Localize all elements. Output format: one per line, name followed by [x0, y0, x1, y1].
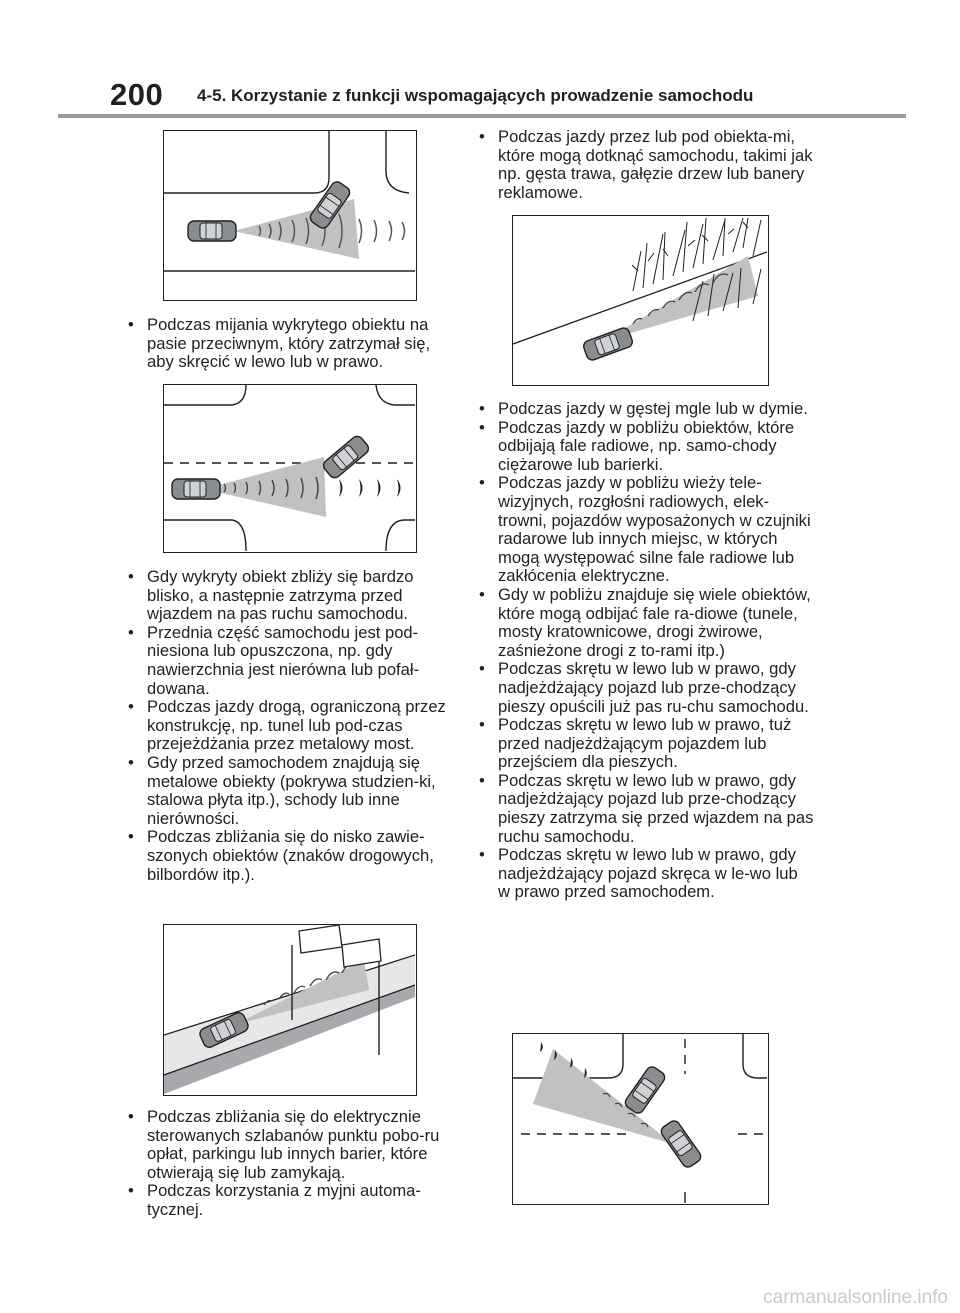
bullet-list [478, 400, 814, 902]
list-item: • Podczas zbliżania się do nisko zawie-szonych obiektów (znaków drogowych, bilbordów itp.). [127, 828, 457, 884]
figure-car-crossing [163, 384, 417, 553]
page-header [0, 0, 960, 118]
list-item: • Podczas mijania wykrytego obiektu na pasie przeciwnym, który zatrzymał się, aby skręcić w lewo lub w prawo. [127, 316, 457, 372]
car-radar-overhead-sign-illustration [164, 925, 415, 1094]
car-radar-vegetation-illustration [513, 216, 767, 384]
figure-car-turning-ahead [163, 130, 417, 301]
list-item: • Gdy w pobliżu znajduje się wiele obiektów, które mogą odbijać fale ra-diowe (tunele, mosty kratownicowe, drogi żwirowe, zaśnieżone drogi z to-rami itp.) [478, 586, 814, 660]
figure-grass-branches [512, 215, 769, 386]
watermark: carmanualsonline.info [763, 1287, 948, 1308]
list-item: • Podczas zbliżania się do elektrycznie sterowanych szlabanów punktu pobo-ru opłat, parkingu lub innych barier, które otwierają się lub zamykają. [127, 1108, 457, 1182]
chapter-title: 4-5. Korzystanie z funkcji wspomagających prowadzenie samochodu [197, 86, 754, 105]
list-item: • Podczas skrętu w lewo lub w prawo, tuż przed nadjeżdżającym pojazdem lub przejściem dla pieszych. [478, 716, 814, 772]
car-radar-crossing-illustration [164, 385, 415, 551]
list-item: • Przednia część samochodu jest pod-niesiona lub opuszczona, np. gdy nawierzchnia jest nierówna lub pofał-dowana. [127, 624, 457, 698]
header-divider [58, 114, 906, 118]
list-item: • Gdy wykryty obiekt zbliży się bardzo blisko, a następnie zatrzyma przed wjazdem na pas ruchu samochodu. [127, 568, 457, 624]
car-radar-turning-illustration [513, 1034, 767, 1203]
list-item: • Gdy przed samochodem znajdują się metalowe obiekty (pokrywa studzien-ki, stalowa płyta itp.), schody lub inne nierówności. [127, 754, 457, 828]
bullet-list [127, 316, 457, 372]
page-number: 200 [110, 77, 164, 112]
list-item: • Podczas jazdy przez lub pod obiekta-mi, które mogą dotknąć samochodu, takimi jak np. gęsta trawa, gałęzie drzew lub banery reklamowe. [478, 128, 814, 202]
list-item: • Podczas jazdy w pobliżu wieży tele-wizyjnych, rozgłośni radiowych, elek-trowni, pojazdów wyposażonych w czujniki radarowe lub innych miejsc, w których mogą występować silne fale radiowe lub zakłócenia elektryczne. [478, 474, 814, 586]
bullet-list [127, 1108, 457, 1220]
list-item: • Podczas skrętu w lewo lub w prawo, gdy nadjeżdżający pojazd skręca w le-wo lub w prawo przed samochodem. [478, 846, 814, 902]
list-item: • Podczas jazdy w gęstej mgle lub w dymie. [478, 400, 814, 419]
bullet-list [478, 128, 814, 202]
list-item: • Podczas skrętu w lewo lub w prawo, gdy nadjeżdżający pojazd lub prze-chodzący pieszy zatrzyma się przed wjazdem na pas ruchu samochodu. [478, 772, 814, 846]
figure-turning-oncoming [512, 1033, 769, 1205]
list-item: • Podczas jazdy w pobliżu obiektów, które odbijają fale radiowe, np. samo-chody ciężarowe lub barierki. [478, 419, 814, 475]
list-item: • Podczas skrętu w lewo lub w prawo, gdy nadjeżdżający pojazd lub prze-chodzący pieszy opuścili już pas ru-chu samochodu. [478, 660, 814, 716]
figure-overhead-sign [163, 924, 417, 1096]
list-item: • Podczas korzystania z myjni automa-tycznej. [127, 1182, 457, 1219]
bullet-list [127, 568, 457, 884]
car-radar-intersection-illustration [164, 131, 415, 299]
list-item: • Podczas jazdy drogą, ograniczoną przez konstrukcję, np. tunel lub pod-czas przejeżdżania przez metalowy most. [127, 698, 457, 754]
